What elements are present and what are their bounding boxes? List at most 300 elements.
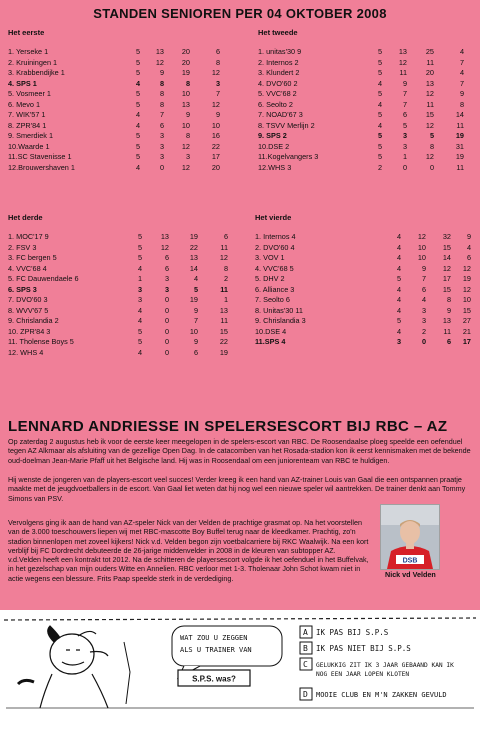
goals-for-value: 20	[425, 68, 434, 77]
standings-table-tweede	[258, 47, 473, 173]
player-photo	[380, 504, 440, 570]
standings-row	[8, 264, 248, 275]
team-name: 4. SPS 1	[8, 78, 37, 88]
played-value: 5	[135, 47, 140, 56]
standings-row	[8, 337, 248, 348]
goals-against-value: 8	[215, 57, 220, 67]
team-name: 11.SPS 4	[255, 337, 286, 346]
team-name: 2. Internos 2	[258, 57, 299, 67]
bubble-line-2: ALS U TRAINER VAN	[180, 646, 252, 654]
points-value: 13	[398, 47, 407, 56]
goals-for-value: 20	[181, 57, 190, 67]
group-heading-derde: Het derde	[8, 213, 43, 222]
points-value: 0	[164, 305, 169, 315]
points-value: 3	[159, 152, 164, 161]
team-name: 3. Klundert 2	[258, 68, 300, 77]
goals-against-value: 11	[220, 316, 228, 325]
played-value: 4	[377, 78, 382, 88]
played-value: 4	[137, 263, 142, 273]
goals-for-value: 11	[426, 57, 434, 67]
standings-row	[8, 306, 248, 317]
team-name: 10.DSE 2	[258, 141, 290, 151]
goals-for-value: 7	[193, 316, 198, 325]
points-value: 0	[402, 162, 407, 172]
goals-against-value: 20	[211, 162, 220, 172]
points-value: 3	[159, 131, 164, 140]
goals-for-value: 15	[442, 284, 451, 294]
cartoon-panel	[4, 612, 476, 712]
standings-row	[255, 253, 475, 264]
goals-against-value: 7	[459, 57, 464, 67]
played-value: 2	[377, 162, 382, 172]
points-value: 10	[417, 242, 426, 252]
standings-table-eerste	[8, 47, 248, 173]
goals-against-value: 11	[220, 242, 228, 252]
team-name: 4. VVC'68 4	[8, 263, 47, 273]
played-value: 5	[137, 232, 142, 241]
standings-row	[8, 243, 248, 254]
goals-for-value: 11	[426, 99, 434, 109]
played-value: 4	[396, 284, 401, 294]
standings-row	[258, 47, 473, 58]
question-box-label: S.P.S. was?	[192, 674, 236, 684]
group-heading-vierde: Het vierde	[255, 213, 292, 222]
played-value: 4	[135, 120, 140, 130]
points-value: 2	[421, 326, 426, 336]
points-value: 9	[421, 263, 426, 273]
goals-for-value: 10	[181, 89, 190, 98]
goals-for-value: 25	[425, 47, 434, 56]
goals-against-value: 31	[455, 141, 464, 151]
team-name: 8. Unitas'30 11	[255, 305, 303, 315]
goals-for-value: 10	[181, 120, 190, 130]
standings-row	[8, 295, 248, 306]
goals-for-value: 20	[181, 47, 190, 56]
played-value: 4	[135, 110, 140, 119]
standings-row	[8, 327, 248, 338]
standings-row	[8, 58, 248, 69]
goals-for-value: 5	[429, 131, 434, 140]
standings-row	[258, 68, 473, 79]
article-paragraph-3: Vervolgens ging ik aan de hand van AZ-speler Nick van der Velden de prachtige grasmat op. Na het voorstellen van de 3.000 toeschouwers liepen wij met RBC-mascotte Boy Buffel terug naar de kleedkamer. Prachtig, zo'n stadion binnenlopen met zoveel kijkers! Nick v.d. Velden begon zijn voetbalcarriere bij RKC Waalwijk. Na een kort verblijf bij FC Dordrecht debuteerde de 26-jarige middenvelder in 2008 in de kleuren van subtopper AZ. v.d.Velden heeft een kontrakt tot 2012. Na de schitteren de playersescort volgde ik het oefenduel in het Buffelvak, in het gezelschap van mijn ouders Witte en Annelien. RBC verloor met 1-3. Tholenaar John Schot kwam niet in actie wegens een blessure. Frits Paap speelde sterk in de verdediging.	[8, 518, 369, 583]
team-name: 3. VOV 1	[255, 253, 285, 262]
played-value: 5	[377, 57, 382, 67]
played-value: 5	[377, 68, 382, 77]
group-heading-eerste: Het eerste	[8, 28, 45, 37]
standings-row	[258, 100, 473, 111]
goals-for-value: 13	[442, 316, 451, 325]
played-value: 4	[396, 295, 401, 304]
team-name: 11.Kogelvangers 3	[258, 152, 319, 161]
goals-against-value: 7	[215, 89, 220, 98]
played-value: 4	[137, 347, 142, 357]
points-value: 3	[164, 274, 169, 283]
goals-against-value: 12	[219, 253, 228, 262]
goals-for-value: 15	[425, 110, 434, 119]
goals-for-value: 6	[193, 347, 198, 357]
goals-for-value: 13	[189, 253, 198, 262]
points-value: 0	[159, 162, 164, 172]
goals-against-value: 12	[211, 68, 220, 77]
goals-for-value: 8	[185, 131, 190, 140]
standings-row	[258, 152, 473, 163]
played-value: 5	[377, 89, 382, 98]
points-value: 3	[402, 131, 407, 140]
goals-for-value: 9	[185, 110, 190, 119]
answer-options	[300, 626, 454, 700]
goals-against-value: 6	[215, 47, 220, 56]
points-value: 0	[164, 295, 169, 304]
goals-against-value: 12	[462, 284, 471, 294]
team-name: 3. Krabbendijke 1	[8, 68, 65, 77]
goals-against-value: 6	[223, 232, 228, 241]
article-heading: LENNARD ANDRIESSE IN SPELERSESCORT BIJ RBC – AZ	[8, 418, 448, 435]
goals-for-value: 12	[442, 263, 451, 273]
goals-against-value: 4	[459, 68, 464, 77]
standings-row	[8, 348, 248, 359]
option-letter-b: B	[303, 644, 308, 653]
standings-row	[258, 142, 473, 153]
standings-row	[258, 79, 473, 90]
goals-for-value: 9	[446, 305, 451, 315]
standings-row	[258, 131, 473, 142]
played-value: 5	[135, 68, 140, 77]
goals-against-value: 10	[462, 295, 471, 304]
played-value: 1	[137, 274, 142, 283]
standings-row	[8, 285, 248, 296]
standings-row	[8, 253, 248, 264]
team-name: 6. SPS 3	[8, 284, 37, 294]
played-value: 4	[396, 242, 401, 252]
goals-against-value: 11	[456, 120, 464, 130]
team-name: 10. ZPR'84 3	[8, 326, 51, 336]
played-value: 3	[396, 337, 401, 346]
team-name: 9. Chrislandia 2	[8, 316, 59, 325]
team-name: 3. FC bergen 5	[8, 253, 57, 262]
team-name: 4. VVC'68 5	[255, 263, 294, 273]
goals-for-value: 22	[189, 242, 198, 252]
points-value: 12	[417, 232, 426, 241]
goals-against-value: 9	[466, 232, 471, 241]
standings-row	[255, 243, 475, 254]
team-name: 12.WHS 3	[258, 162, 292, 172]
team-name: 2. DVO'60 4	[255, 242, 295, 252]
team-name: 5. VVC'68 2	[258, 89, 297, 98]
goals-for-value: 15	[442, 242, 451, 252]
standings-row	[255, 327, 475, 338]
standings-row	[8, 232, 248, 243]
points-value: 6	[164, 263, 169, 273]
team-name: 5. DHV 2	[255, 274, 285, 283]
goals-against-value: 12	[211, 99, 220, 109]
option-letter-d: D	[303, 690, 308, 699]
standings-row	[8, 274, 248, 285]
goals-for-value: 17	[442, 274, 451, 283]
option-letter-a: A	[303, 628, 308, 637]
goals-for-value: 6	[446, 337, 451, 346]
goals-for-value: 13	[425, 78, 434, 88]
goals-against-value: 12	[462, 263, 471, 273]
standings-row	[8, 163, 248, 174]
team-name: 12. WHS 4	[8, 347, 44, 357]
standings-row	[255, 295, 475, 306]
standings-row	[258, 58, 473, 69]
goals-against-value: 19	[462, 274, 471, 283]
goals-against-value: 27	[462, 316, 471, 325]
standings-row	[8, 68, 248, 79]
goals-for-value: 19	[189, 295, 198, 304]
standings-row	[255, 306, 475, 317]
team-name: 8. TSVV Merlijn 2	[258, 120, 315, 130]
goals-against-value: 10	[211, 120, 220, 130]
played-value: 4	[135, 162, 140, 172]
points-value: 8	[159, 78, 164, 88]
standings-row	[8, 152, 248, 163]
goals-against-value: 19	[455, 131, 464, 140]
points-value: 6	[164, 253, 169, 262]
points-value: 3	[159, 141, 164, 151]
cartoon-drawing	[4, 612, 476, 712]
goals-for-value: 12	[181, 162, 190, 172]
goals-against-value: 16	[211, 131, 220, 140]
standings-row	[258, 121, 473, 132]
team-name: 6. Alliance 3	[255, 284, 295, 294]
points-value: 3	[421, 316, 426, 325]
played-value: 4	[377, 120, 382, 130]
goals-for-value: 12	[425, 89, 434, 98]
goals-against-value: 4	[466, 242, 471, 252]
points-value: 7	[159, 110, 164, 119]
standings-row	[8, 47, 248, 58]
goals-for-value: 3	[185, 152, 190, 161]
team-name: 1. Internos 4	[255, 232, 296, 241]
team-name: 12.Brouwershaven 1	[8, 162, 75, 172]
bubble-line-1: WAT ZOU U ZEGGEN	[180, 634, 248, 642]
article-paragraph-1: Op zaterdag 2 augustus heb ik voor de eerste keer meegelopen in de spelers-escort van RBC. De Roosendaalse ploeg speelde een oefenduel tegen AZ Alkmaar als afsluiting van de gezellige Open Dag. In de catacomben van het Rosada-stadion kon ik eerst kennismaken met de bekende oud-doelman Jean-Marie Pfaff uit het Belgische land. Hij was in Roosendaal om een juniorenteam van RBC te huldigen.	[8, 437, 471, 465]
points-value: 11	[399, 68, 407, 77]
cartoon-figure	[18, 626, 130, 708]
goals-for-value: 12	[425, 120, 434, 130]
played-value: 5	[135, 89, 140, 98]
points-value: 0	[164, 337, 169, 346]
team-name: 7. NOAD'67 3	[258, 110, 303, 119]
played-value: 3	[137, 284, 142, 294]
played-value: 4	[396, 263, 401, 273]
played-value: 4	[396, 232, 401, 241]
points-value: 12	[398, 57, 407, 67]
option-letter-c: C	[303, 660, 308, 669]
goals-for-value: 8	[429, 141, 434, 151]
team-name: 5. Vosmeer 1	[8, 89, 51, 98]
played-value: 5	[135, 57, 140, 67]
shirt-sponsor-text: DSB	[402, 557, 418, 565]
option-text-a: IK PAS BIJ S.P.S	[316, 628, 389, 637]
points-value: 6	[402, 110, 407, 119]
points-value: 7	[402, 89, 407, 98]
goals-against-value: 15	[462, 305, 471, 315]
team-name: 7. DVO'60 3	[8, 295, 48, 304]
played-value: 5	[396, 274, 401, 283]
goals-against-value: 2	[223, 274, 228, 283]
goals-against-value: 13	[219, 305, 228, 315]
points-value: 3	[421, 305, 426, 315]
points-value: 10	[417, 253, 426, 262]
team-name: 6. Mevo 1	[8, 99, 41, 109]
team-name: 1. unitas'30 9	[258, 47, 302, 56]
played-value: 5	[137, 242, 142, 252]
goals-against-value: 19	[455, 152, 464, 161]
points-value: 7	[402, 99, 407, 109]
team-name: 7. WIK'57 1	[8, 110, 46, 119]
points-value: 5	[402, 120, 407, 130]
played-value: 4	[396, 305, 401, 315]
played-value: 4	[396, 253, 401, 262]
played-value: 5	[137, 253, 142, 262]
standings-row	[8, 100, 248, 111]
goals-against-value: 11	[220, 284, 228, 294]
standings-row	[8, 79, 248, 90]
team-name: 9. Chrislandia 3	[255, 316, 306, 325]
team-name: 10.Waarde 1	[8, 141, 50, 151]
team-name: 1. MOC'17 9	[8, 232, 49, 241]
goals-for-value: 4	[193, 274, 198, 283]
goals-for-value: 14	[442, 253, 451, 262]
goals-against-value: 19	[219, 347, 228, 357]
played-value: 4	[137, 316, 142, 325]
option-text-c: GELUKKIG ZIT IK 3 JAAR GEBAAND KAN IK NOG EEN JAAR LOPEN KLOTEN	[316, 662, 454, 678]
points-value: 12	[160, 242, 169, 252]
team-name: 10.DSE 4	[255, 326, 287, 336]
team-name: 8. ZPR'84 1	[8, 120, 47, 130]
goals-for-value: 12	[425, 152, 434, 161]
goals-against-value: 17	[462, 337, 471, 346]
goals-for-value: 32	[442, 232, 451, 241]
goals-against-value: 11	[456, 162, 464, 172]
standings-row	[8, 131, 248, 142]
standings-row	[255, 285, 475, 296]
played-value: 4	[137, 305, 142, 315]
played-value: 3	[137, 295, 142, 304]
played-value: 5	[135, 141, 140, 151]
played-value: 4	[135, 78, 140, 88]
points-value: 0	[421, 337, 426, 346]
page-title: STANDEN SENIOREN PER 04 OKTOBER 2008	[93, 6, 387, 21]
played-value: 5	[135, 152, 140, 161]
played-value: 5	[377, 47, 382, 56]
goals-for-value: 12	[181, 141, 190, 151]
played-value: 5	[135, 99, 140, 109]
standings-row	[255, 274, 475, 285]
team-name: 6. Seolto 2	[258, 99, 293, 109]
goals-for-value: 19	[189, 232, 198, 241]
option-text-b: IK PAS NIET BIJ S.P.S	[316, 644, 411, 653]
team-name: 7. Seolto 6	[255, 295, 290, 304]
played-value: 5	[396, 316, 401, 325]
goals-for-value: 11	[443, 326, 451, 336]
goals-for-value: 8	[185, 78, 190, 88]
goals-against-value: 22	[211, 141, 220, 151]
goals-for-value: 9	[193, 337, 198, 346]
played-value: 5	[135, 131, 140, 140]
points-value: 3	[164, 284, 169, 294]
points-value: 1	[402, 152, 407, 161]
points-value: 13	[160, 232, 169, 241]
points-value: 8	[159, 99, 164, 109]
standings-row	[255, 264, 475, 275]
standings-row	[255, 232, 475, 243]
goals-against-value: 22	[219, 337, 228, 346]
played-value: 5	[377, 110, 382, 119]
goals-for-value: 8	[446, 295, 451, 304]
points-value: 0	[164, 347, 169, 357]
standings-row	[8, 89, 248, 100]
goals-against-value: 15	[219, 326, 228, 336]
goals-against-value: 21	[462, 326, 471, 336]
points-value: 6	[159, 120, 164, 130]
points-value: 0	[164, 316, 169, 325]
played-value: 4	[377, 99, 382, 109]
standings-table-derde	[8, 232, 248, 358]
team-name: 9. SPS 2	[258, 131, 287, 140]
goals-against-value: 14	[455, 110, 464, 119]
standings-row	[8, 110, 248, 121]
photo-caption: Nick vd Velden	[385, 570, 436, 579]
goals-for-value: 5	[193, 284, 198, 294]
standings-row	[8, 142, 248, 153]
points-value: 9	[159, 68, 164, 77]
points-value: 9	[402, 78, 407, 88]
option-text-d: MOOIE CLUB EN M'N ZAKKEN GEVULD	[316, 691, 447, 699]
played-value: 5	[377, 141, 382, 151]
team-name: 5. FC Dauwendaele 6	[8, 274, 79, 283]
goals-against-value: 4	[459, 47, 464, 56]
goals-against-value: 1	[223, 295, 228, 304]
goals-against-value: 9	[215, 110, 220, 119]
goals-against-value: 8	[459, 99, 464, 109]
played-value: 4	[396, 326, 401, 336]
played-value: 5	[137, 326, 142, 336]
goals-against-value: 7	[459, 78, 464, 88]
goals-against-value: 8	[223, 263, 228, 273]
standings-row	[255, 316, 475, 327]
goals-against-value: 6	[466, 253, 471, 262]
team-name: 4. DVO'60 2	[258, 78, 298, 88]
points-value: 0	[164, 326, 169, 336]
points-value: 4	[421, 295, 426, 304]
team-name: 2. Kruiningen 1	[8, 57, 58, 67]
goals-for-value: 13	[181, 99, 190, 109]
team-name: 8. WVV'67 5	[8, 305, 49, 315]
points-value: 7	[421, 274, 426, 283]
played-value: 5	[377, 131, 382, 140]
team-name: 2. FSV 3	[8, 242, 37, 252]
goals-against-value: 9	[459, 89, 464, 98]
article-paragraph-2: Hij wenste de jongeren van de players-escort veel succes! Verder kreeg ik een hand van AZ-trainer Louis van Gaal die een ontspannen praatje maakte met de jeugdvoetballers in de escort. Van Gaal liet weten dat hij nog wel een nieuwe speler wil aantrekken. De trainer denkt aan Tommy Simons van PSV.	[8, 475, 466, 503]
goals-against-value: 17	[211, 152, 220, 161]
team-name: 9. Smerdiek 1	[8, 131, 54, 140]
points-value: 12	[155, 57, 164, 67]
team-name: 11.SC Stavenisse 1	[8, 152, 72, 161]
goals-for-value: 9	[193, 305, 198, 315]
standings-row	[258, 110, 473, 121]
played-value: 5	[377, 152, 382, 161]
team-name: 11. Tholense Boys 5	[8, 337, 74, 346]
group-heading-tweede: Het tweede	[258, 28, 298, 37]
standings-row	[255, 337, 475, 348]
goals-for-value: 0	[429, 162, 434, 172]
goals-against-value: 3	[215, 78, 220, 88]
standings-row	[8, 121, 248, 132]
